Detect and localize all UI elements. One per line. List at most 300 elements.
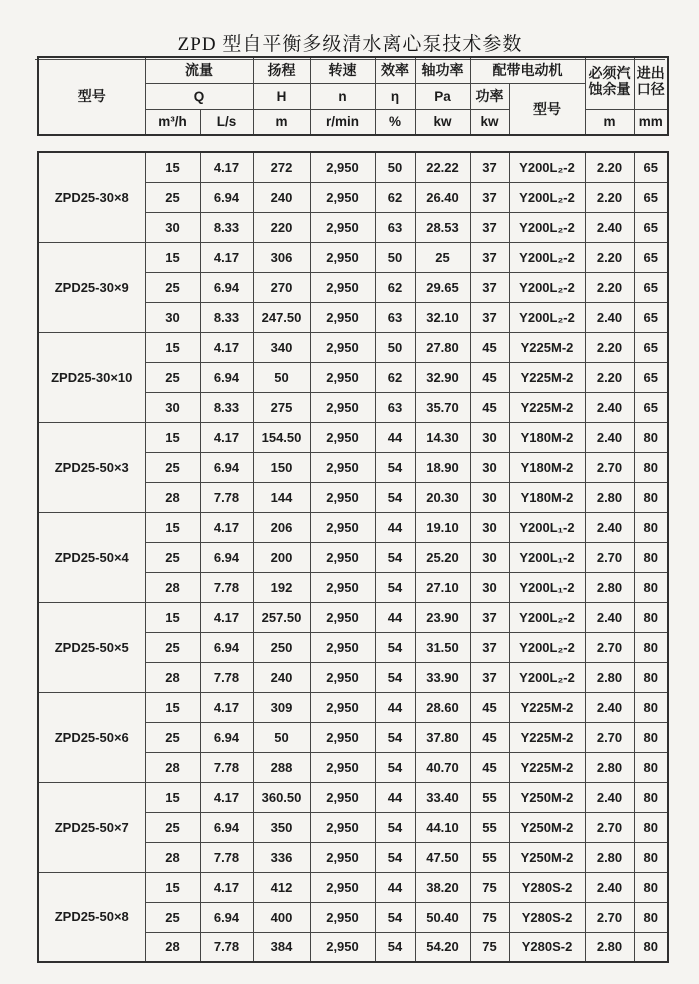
table-cell: 15 (145, 872, 200, 902)
table-cell: 275 (253, 392, 310, 422)
table-cell: 25 (145, 902, 200, 932)
table-cell: 30 (145, 212, 200, 242)
table-cell: Y280S-2 (509, 902, 585, 932)
col-header-head: 扬程 (253, 57, 310, 83)
table-cell: 250 (253, 632, 310, 662)
table-cell: 240 (253, 662, 310, 692)
table-cell: 2.70 (585, 902, 634, 932)
table-cell: Y200L₂-2 (509, 242, 585, 272)
table-cell: 2.40 (585, 392, 634, 422)
col-header-npsh (585, 57, 634, 109)
table-row (38, 602, 668, 632)
table-cell: 2.80 (585, 752, 634, 782)
table-cell: 65 (634, 362, 668, 392)
bore-unit: mm (634, 109, 668, 135)
col-header-pump-model: 型号 (38, 57, 145, 135)
table-cell: 54 (375, 932, 415, 962)
table-cell: 150 (253, 452, 310, 482)
col-header-bore (634, 57, 668, 109)
table-cell: Y200L₁-2 (509, 542, 585, 572)
table-cell: 75 (470, 932, 509, 962)
table-cell: 306 (253, 242, 310, 272)
table-cell: 257.50 (253, 602, 310, 632)
table-cell: 80 (634, 902, 668, 932)
table-cell: 50.40 (415, 902, 470, 932)
table-cell: 37 (470, 272, 509, 302)
table-cell: 37 (470, 662, 509, 692)
table-cell: 25 (145, 362, 200, 392)
table-cell: 54 (375, 452, 415, 482)
table-cell: 44 (375, 782, 415, 812)
table-cell: 2.80 (585, 662, 634, 692)
pump-model-cell: ZPD25-50×8 (38, 872, 145, 962)
table-cell: 35.70 (415, 392, 470, 422)
table-cell: 25.20 (415, 542, 470, 572)
table-cell: 20.30 (415, 482, 470, 512)
table-cell: Y200L₂-2 (509, 272, 585, 302)
table-cell: 80 (634, 602, 668, 632)
table-cell: 15 (145, 332, 200, 362)
head-unit: m (253, 109, 310, 135)
table-cell: 2.70 (585, 722, 634, 752)
table-cell: 45 (470, 392, 509, 422)
table-cell: 272 (253, 152, 310, 182)
table-cell: 2.80 (585, 932, 634, 962)
table-cell: 2.70 (585, 812, 634, 842)
table-cell: 2.40 (585, 302, 634, 332)
table-cell: Y250M-2 (509, 812, 585, 842)
table-cell: 4.17 (200, 782, 253, 812)
table-cell: 4.17 (200, 422, 253, 452)
table-cell: 62 (375, 272, 415, 302)
table-cell: 30 (470, 542, 509, 572)
table-cell: 2,950 (310, 872, 375, 902)
pump-model-cell: ZPD25-50×6 (38, 692, 145, 782)
table-cell: 14.30 (415, 422, 470, 452)
table-cell: 31.50 (415, 632, 470, 662)
table-cell: Y200L₂-2 (509, 632, 585, 662)
table-cell: Y225M-2 (509, 392, 585, 422)
table-cell: 80 (634, 812, 668, 842)
table-cell: 54 (375, 722, 415, 752)
table-cell: 63 (375, 212, 415, 242)
table-cell: 25 (145, 812, 200, 842)
table-cell: Y200L₂-2 (509, 152, 585, 182)
table-cell: 30 (470, 422, 509, 452)
table-cell: 80 (634, 872, 668, 902)
table-cell: 65 (634, 272, 668, 302)
table-cell: 15 (145, 602, 200, 632)
table-cell: Y200L₁-2 (509, 512, 585, 542)
table-cell: 62 (375, 362, 415, 392)
table-cell: 75 (470, 872, 509, 902)
table-cell: 33.40 (415, 782, 470, 812)
table-cell: 75 (470, 902, 509, 932)
table-cell: 2.20 (585, 362, 634, 392)
table-cell: 2,950 (310, 932, 375, 962)
table-cell: 2,950 (310, 362, 375, 392)
table-cell: Y225M-2 (509, 362, 585, 392)
table-cell: 2,950 (310, 812, 375, 842)
table-cell: 2,950 (310, 602, 375, 632)
table-cell: 2,950 (310, 272, 375, 302)
table-cell: 25 (145, 182, 200, 212)
table-cell: 6.94 (200, 722, 253, 752)
col-header-efficiency: 效率 (375, 57, 415, 83)
table-cell: 44 (375, 872, 415, 902)
table-cell: 44 (375, 422, 415, 452)
shaft-power-unit: kw (415, 109, 470, 135)
table-cell: 80 (634, 692, 668, 722)
table-cell: 2,950 (310, 512, 375, 542)
table-cell: 37.80 (415, 722, 470, 752)
table-cell: 2.40 (585, 212, 634, 242)
table-cell: 2.70 (585, 542, 634, 572)
table-cell: 50 (253, 722, 310, 752)
col-header-shaft-power: 轴功率 (415, 57, 470, 83)
table-cell: 80 (634, 452, 668, 482)
table-cell: 45 (470, 752, 509, 782)
table-cell: 54 (375, 482, 415, 512)
table-cell: 2,950 (310, 542, 375, 572)
table-cell: 336 (253, 842, 310, 872)
table-cell: 80 (634, 842, 668, 872)
table-cell: 6.94 (200, 632, 253, 662)
table-row (38, 422, 668, 452)
table-cell: 80 (634, 512, 668, 542)
table-cell: 2,950 (310, 302, 375, 332)
table-cell: Y280S-2 (509, 932, 585, 962)
table-cell: 6.94 (200, 812, 253, 842)
table-cell: 50 (375, 152, 415, 182)
table-cell: 154.50 (253, 422, 310, 452)
table-cell: 65 (634, 182, 668, 212)
table-cell: 2.80 (585, 482, 634, 512)
flow-unit-ls: L/s (200, 109, 253, 135)
table-cell: 80 (634, 632, 668, 662)
table-cell: 15 (145, 692, 200, 722)
table-cell: 28 (145, 842, 200, 872)
table-cell: 25 (145, 632, 200, 662)
table-cell: 54 (375, 812, 415, 842)
table-row (38, 872, 668, 902)
table-cell: 2.40 (585, 872, 634, 902)
pump-model-cell: ZPD25-50×7 (38, 782, 145, 872)
table-cell: 80 (634, 542, 668, 572)
table-cell: 2,950 (310, 902, 375, 932)
table-cell: 37 (470, 152, 509, 182)
table-cell: 23.90 (415, 602, 470, 632)
table-cell: 55 (470, 812, 509, 842)
table-cell: Y250M-2 (509, 842, 585, 872)
table-cell: 15 (145, 242, 200, 272)
table-cell: 22.22 (415, 152, 470, 182)
table-cell: 4.17 (200, 692, 253, 722)
flow-unit-m3h: m³/h (145, 109, 200, 135)
table-cell: 65 (634, 242, 668, 272)
pump-model-cell: ZPD25-30×9 (38, 242, 145, 332)
table-cell: 28 (145, 752, 200, 782)
table-cell: 2.70 (585, 632, 634, 662)
pump-model-cell: ZPD25-50×5 (38, 602, 145, 692)
table-cell: 4.17 (200, 152, 253, 182)
table-cell: 50 (375, 242, 415, 272)
table-cell: 45 (470, 692, 509, 722)
table-cell: 65 (634, 152, 668, 182)
table-cell: 7.78 (200, 662, 253, 692)
table-cell: 30 (145, 392, 200, 422)
efficiency-symbol: η (375, 83, 415, 109)
table-cell: 55 (470, 842, 509, 872)
table-cell: 80 (634, 662, 668, 692)
table-row (38, 692, 668, 722)
table-cell: Y280S-2 (509, 872, 585, 902)
table-cell: Y200L₂-2 (509, 662, 585, 692)
table-row (38, 242, 668, 272)
table-cell: 2,950 (310, 452, 375, 482)
table-cell: 2.40 (585, 692, 634, 722)
table-cell: 6.94 (200, 452, 253, 482)
table-cell: 7.78 (200, 572, 253, 602)
motor-power-unit: kw (470, 109, 509, 135)
table-cell: 400 (253, 902, 310, 932)
table-cell: 80 (634, 782, 668, 812)
table-cell: 6.94 (200, 362, 253, 392)
table-cell: 206 (253, 512, 310, 542)
table-cell: Y180M-2 (509, 452, 585, 482)
table-cell: 220 (253, 212, 310, 242)
page-title: ZPD 型自平衡多级清水离心泵技术参数 (35, 29, 665, 60)
table-cell: 25 (145, 452, 200, 482)
table-cell: 15 (145, 782, 200, 812)
table-cell: 2.70 (585, 452, 634, 482)
table-cell: 55 (470, 782, 509, 812)
table-cell: 2.20 (585, 242, 634, 272)
table-row (38, 152, 668, 182)
table-cell: 4.17 (200, 242, 253, 272)
bore-label-line2: 口径 (636, 83, 665, 99)
table-cell: 28 (145, 572, 200, 602)
table-cell: 28 (145, 482, 200, 512)
table-cell: 2.20 (585, 152, 634, 182)
table-cell: 30 (470, 512, 509, 542)
table-cell: 80 (634, 572, 668, 602)
table-cell: 6.94 (200, 542, 253, 572)
table-cell: 2,950 (310, 332, 375, 362)
table-cell: 37 (470, 242, 509, 272)
col-header-speed: 转速 (310, 57, 375, 83)
table-cell: 38.20 (415, 872, 470, 902)
table-cell: 30 (470, 482, 509, 512)
pump-model-cell: ZPD25-30×8 (38, 152, 145, 242)
table-cell: 65 (634, 392, 668, 422)
table-cell: Y225M-2 (509, 722, 585, 752)
table-cell: 63 (375, 392, 415, 422)
table-cell: 27.80 (415, 332, 470, 362)
table-cell: 2.40 (585, 422, 634, 452)
table-cell: 37 (470, 182, 509, 212)
table-cell: 45 (470, 722, 509, 752)
table-cell: 6.94 (200, 902, 253, 932)
table-cell: 2.80 (585, 842, 634, 872)
table-cell: 54.20 (415, 932, 470, 962)
table-cell: Y250M-2 (509, 782, 585, 812)
table-cell: 18.90 (415, 452, 470, 482)
table-cell: 15 (145, 512, 200, 542)
col-header-flow: 流量 (145, 57, 253, 83)
table-cell: 25 (145, 272, 200, 302)
table-cell: 44 (375, 692, 415, 722)
table-cell: 2.20 (585, 332, 634, 362)
table-cell: 28 (145, 662, 200, 692)
table-row (38, 512, 668, 542)
table-cell: 2,950 (310, 752, 375, 782)
table-cell: 240 (253, 182, 310, 212)
table-cell: 2.20 (585, 272, 634, 302)
table-cell: 4.17 (200, 512, 253, 542)
table-cell: 33.90 (415, 662, 470, 692)
flow-symbol: Q (145, 83, 253, 109)
table-cell: 80 (634, 932, 668, 962)
table-cell: 80 (634, 722, 668, 752)
table-cell: 54 (375, 632, 415, 662)
table-cell: Y180M-2 (509, 482, 585, 512)
table-cell: 360.50 (253, 782, 310, 812)
table-cell: 27.10 (415, 572, 470, 602)
table-cell: 32.90 (415, 362, 470, 392)
table-cell: Y200L₂-2 (509, 602, 585, 632)
table-cell: 2.40 (585, 602, 634, 632)
table-cell: 4.17 (200, 872, 253, 902)
table-cell: 340 (253, 332, 310, 362)
table-cell: 45 (470, 362, 509, 392)
table-cell: 350 (253, 812, 310, 842)
table-cell: 80 (634, 752, 668, 782)
table-cell: 247.50 (253, 302, 310, 332)
table-cell: 7.78 (200, 752, 253, 782)
table-cell: 45 (470, 332, 509, 362)
table-cell: 288 (253, 752, 310, 782)
table-cell: 54 (375, 752, 415, 782)
table-cell: 62 (375, 182, 415, 212)
table-cell: 50 (375, 332, 415, 362)
table-row (38, 782, 668, 812)
table-row (38, 332, 668, 362)
table-cell: 44 (375, 602, 415, 632)
table-cell: 7.78 (200, 932, 253, 962)
table-cell: 65 (634, 302, 668, 332)
table-cell: 6.94 (200, 182, 253, 212)
speed-symbol: n (310, 83, 375, 109)
speed-unit: r/min (310, 109, 375, 135)
table-cell: 63 (375, 302, 415, 332)
table-cell: 7.78 (200, 482, 253, 512)
table-cell: 144 (253, 482, 310, 512)
table-cell: 25 (145, 722, 200, 752)
table-cell: Y225M-2 (509, 752, 585, 782)
table-cell: 40.70 (415, 752, 470, 782)
table-cell: 2.40 (585, 782, 634, 812)
table-cell: 28.60 (415, 692, 470, 722)
table-cell: 2,950 (310, 782, 375, 812)
table-cell: 2,950 (310, 242, 375, 272)
table-cell: Y180M-2 (509, 422, 585, 452)
table-cell: Y200L₂-2 (509, 182, 585, 212)
table-cell: 30 (470, 572, 509, 602)
table-cell: Y200L₂-2 (509, 302, 585, 332)
table-cell: 8.33 (200, 392, 253, 422)
table-cell: 44.10 (415, 812, 470, 842)
table-cell: Y200L₂-2 (509, 212, 585, 242)
npsh-label-line2: 蚀余量 (588, 83, 631, 99)
npsh-unit: m (585, 109, 634, 135)
table-cell: Y225M-2 (509, 692, 585, 722)
table-cell: 54 (375, 902, 415, 932)
head-symbol: H (253, 83, 310, 109)
table-cell: 15 (145, 152, 200, 182)
table-cell: 200 (253, 542, 310, 572)
table-cell: 2,950 (310, 422, 375, 452)
table-cell: 28.53 (415, 212, 470, 242)
table-cell: 192 (253, 572, 310, 602)
motor-model-label: 型号 (509, 83, 585, 135)
table-cell: 2.20 (585, 182, 634, 212)
pump-model-cell: ZPD25-50×3 (38, 422, 145, 512)
table-cell: 54 (375, 542, 415, 572)
table-cell: 26.40 (415, 182, 470, 212)
table-cell: 4.17 (200, 332, 253, 362)
table-cell: 2,950 (310, 152, 375, 182)
table-cell: 309 (253, 692, 310, 722)
pump-table-rows (38, 152, 668, 962)
table-cell: 6.94 (200, 272, 253, 302)
table-cell: 2,950 (310, 572, 375, 602)
table-cell: 65 (634, 212, 668, 242)
table-cell: 44 (375, 512, 415, 542)
table-cell: Y200L₁-2 (509, 572, 585, 602)
pump-model-cell: ZPD25-30×10 (38, 332, 145, 422)
table-cell: 37 (470, 212, 509, 242)
table-cell: 2,950 (310, 692, 375, 722)
table-cell: 30 (470, 452, 509, 482)
table-cell: 28 (145, 932, 200, 962)
table-cell: 2.40 (585, 512, 634, 542)
header-row-1 (38, 57, 668, 83)
table-cell: 65 (634, 332, 668, 362)
table-cell: 37 (470, 632, 509, 662)
efficiency-unit: % (375, 109, 415, 135)
table-cell: 54 (375, 842, 415, 872)
table-cell: 7.78 (200, 842, 253, 872)
table-cell: 47.50 (415, 842, 470, 872)
table-cell: 4.17 (200, 602, 253, 632)
table-cell: 2,950 (310, 722, 375, 752)
table-cell: 37 (470, 302, 509, 332)
table-cell: 30 (145, 302, 200, 332)
table-cell: 25 (145, 542, 200, 572)
table-cell: 25 (415, 242, 470, 272)
shaft-power-symbol: Pa (415, 83, 470, 109)
table-cell: 32.10 (415, 302, 470, 332)
pump-model-cell: ZPD25-50×4 (38, 512, 145, 602)
table-cell: 2,950 (310, 662, 375, 692)
table-cell: 270 (253, 272, 310, 302)
table-cell: 80 (634, 422, 668, 452)
table-cell: 8.33 (200, 212, 253, 242)
table-cell: 37 (470, 602, 509, 632)
table-cell: 2.80 (585, 572, 634, 602)
table-cell: Y225M-2 (509, 332, 585, 362)
